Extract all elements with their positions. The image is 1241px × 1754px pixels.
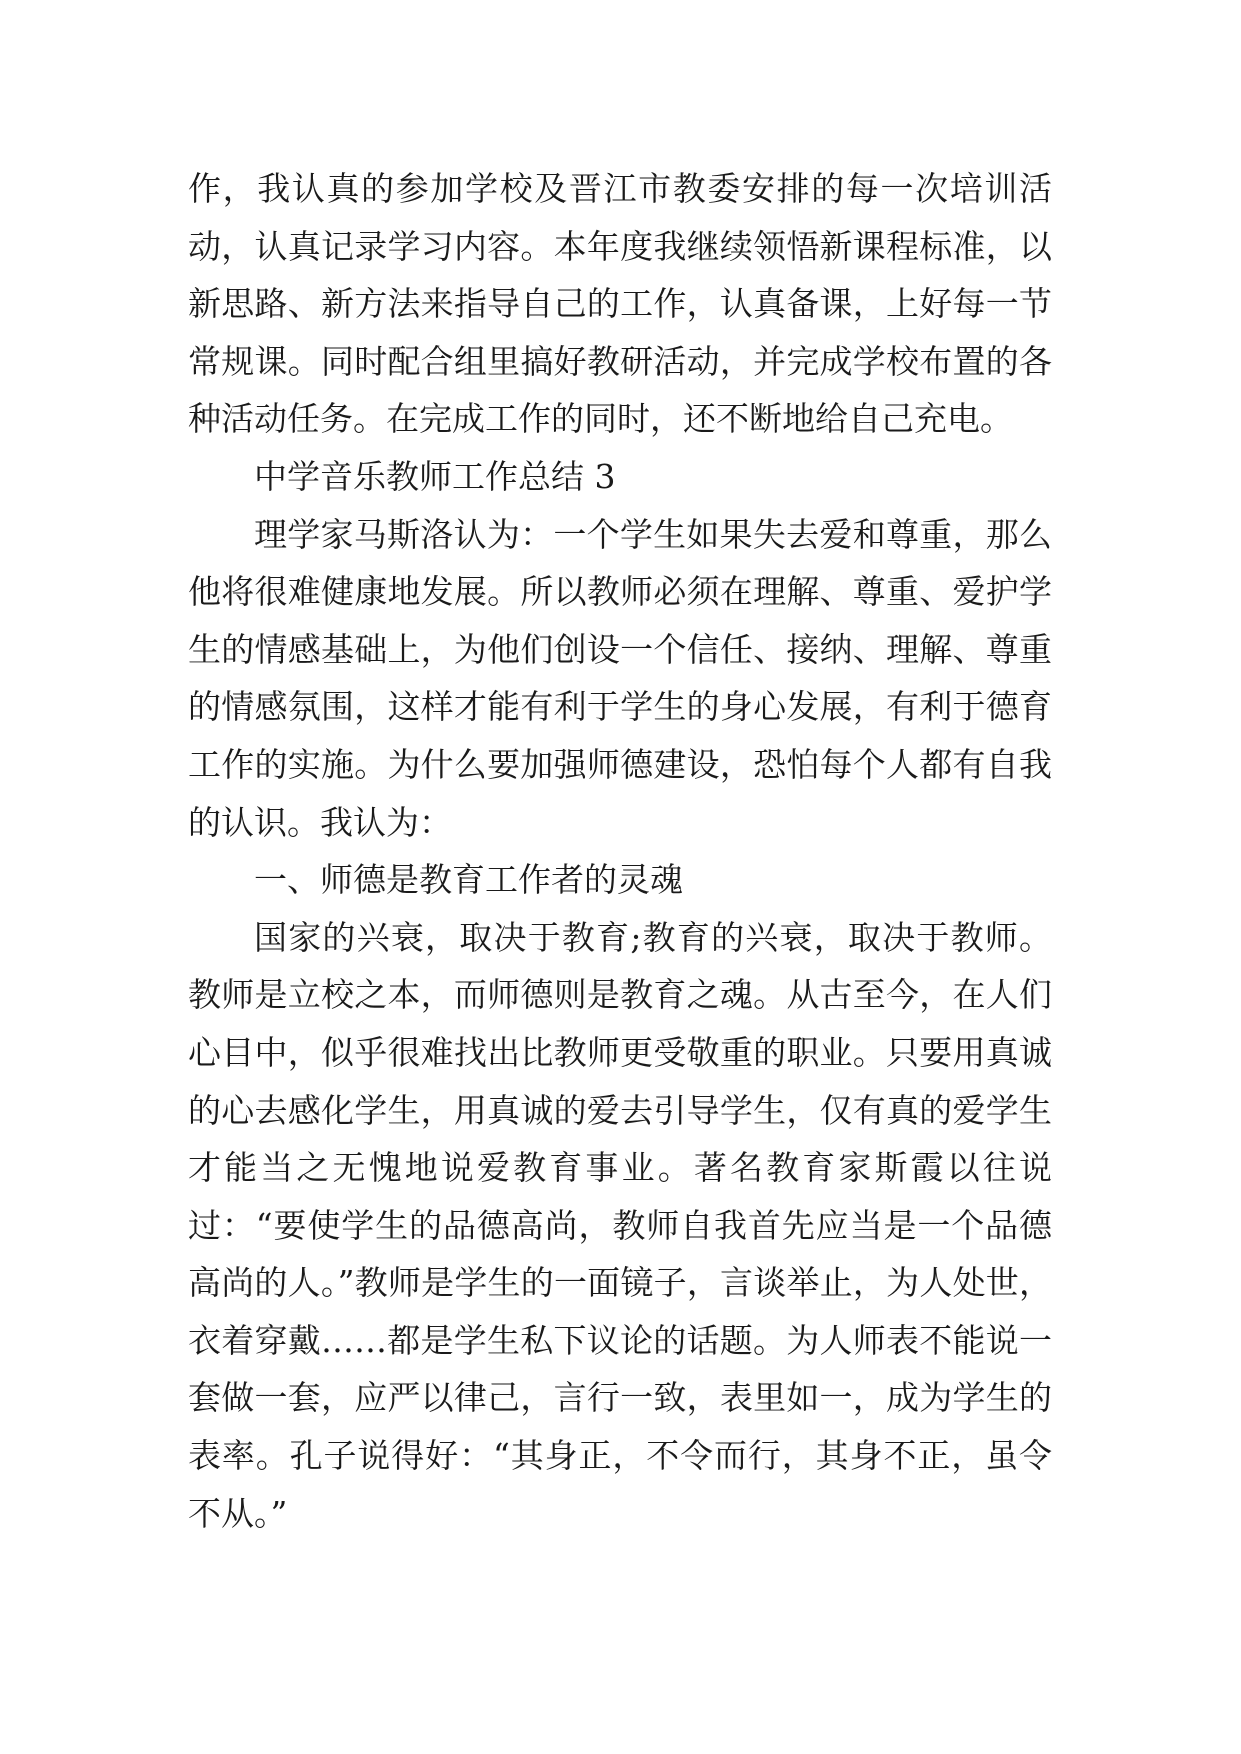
section-heading-teacher-ethics: 一、师德是教育工作者的灵魂 [254,860,683,900]
paragraph-ethics: 国家的兴衰，取决于教育;教育的兴衰，取决于教师。教师是立校之本，而师德则是教育之魂。从古至今，在人们心目中，似乎很难找出比教师更受敬重的职业。只要用真诚的心去感化学生，用真诚的爱去引导学生，仅有真的爱学生才能当之无愧地说爱教育事业。著名教育家斯霞以往说过：“要使学生的品德高尚，教师自我首先应当是一个品德高尚的人。”教师是学生的一面镜子，言谈举止，为人处世，衣着穿戴……都是学生私下议论的话题。为人师表不能说一套做一套，应严以律己，言行一致，表里如一，成为学生的表率。孔子说得好：“其身正，不令而行，其身不正，虽令不从。” [188,917,1052,1533]
paragraph-continuation: 作，我认真的参加学校及晋江市教委安排的每一次培训活动，认真记录学习内容。本年度我继续领悟新课程标准，以新思路、新方法来指导自己的工作，认真备课，上好每一节常规课。同时配合组里搞好教研活动，并完成学校布置的各种活动任务。在完成工作的同时，还不断地给自己充电。 [188,169,1052,439]
paragraph-maslow: 理学家马斯洛认为：一个学生如果失去爱和尊重，那么他将很难健康地发展。所以教师必须在理解、尊重、爱护学生的情感基础上，为他们创设一个信任、接纳、理解、尊重的情感氛围，这样才能有利于学生的身心发展，有利于德育工作的实施。为什么要加强师德建设，恐怕每个人都有自我的认识。我认为： [188,514,1052,842]
section-title: 中学音乐教师工作总结 3 [254,456,616,496]
document-body [188,160,1052,1542]
